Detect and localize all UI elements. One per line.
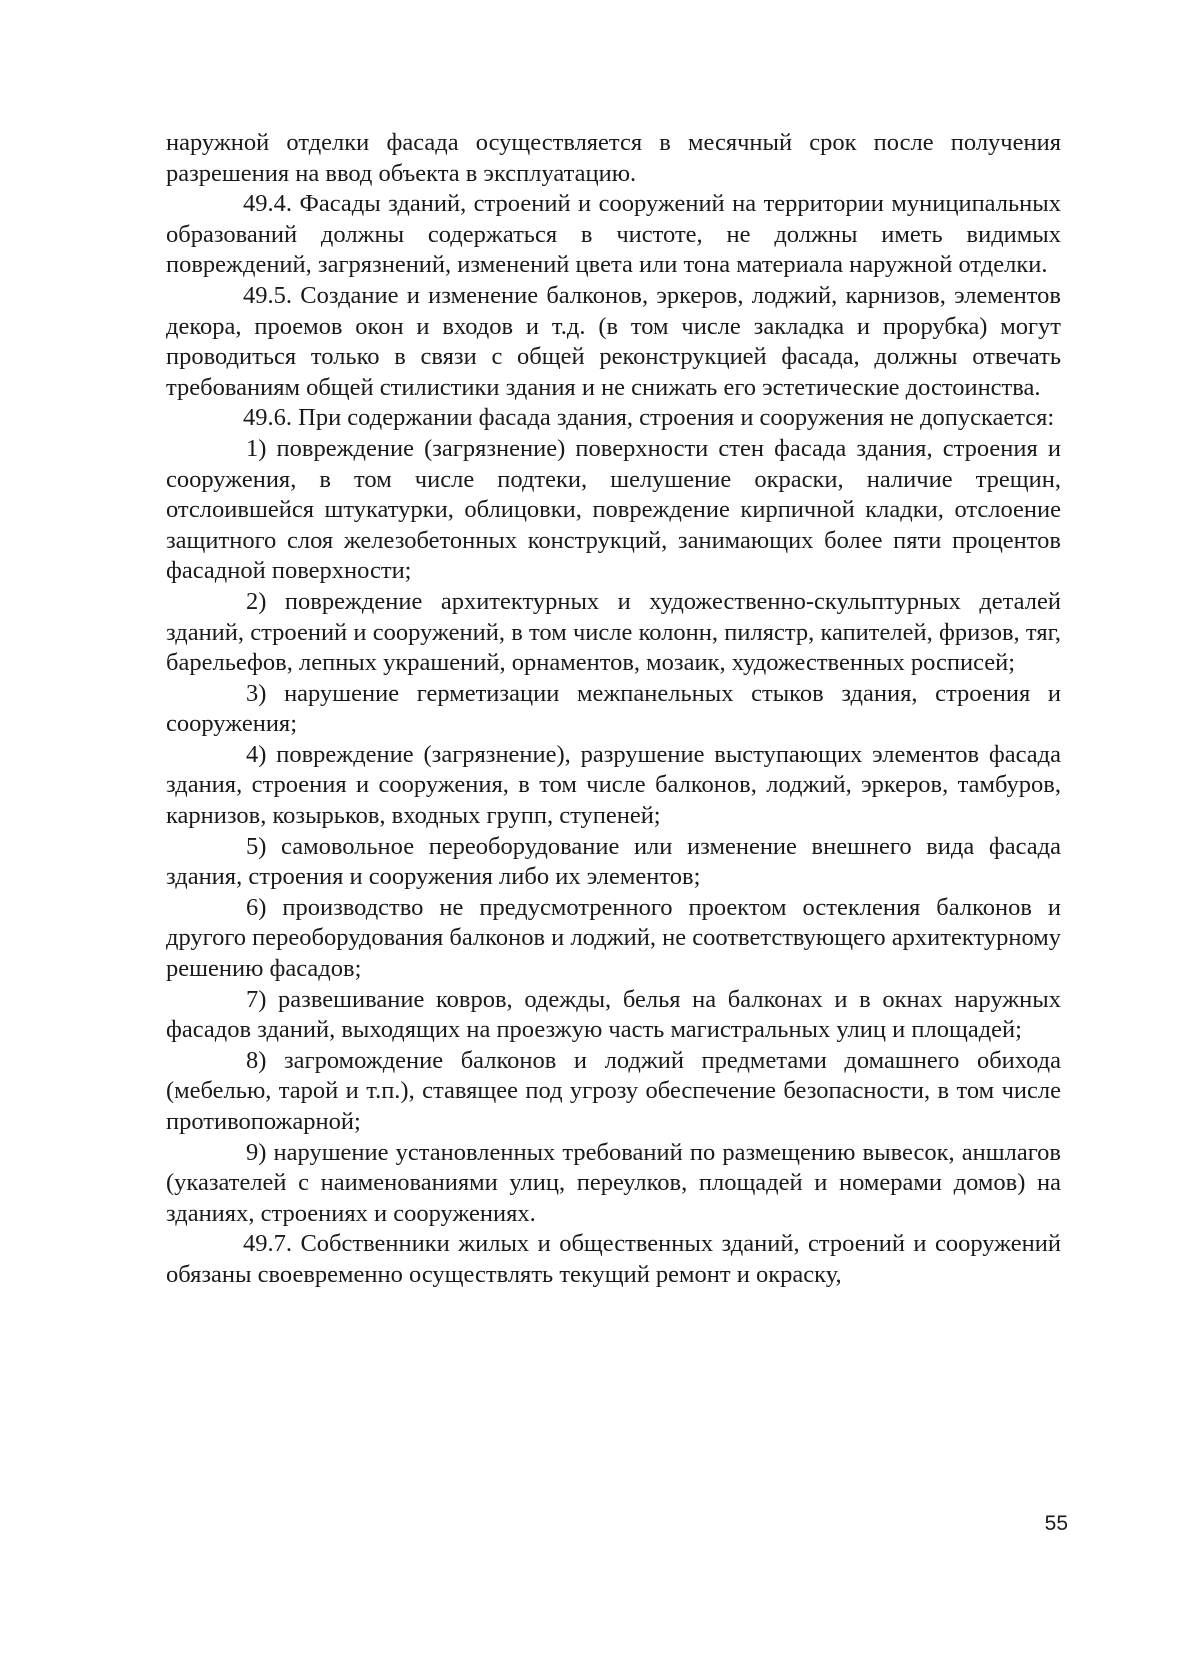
paragraph-49-5: 49.5. Создание и изменение балконов, эркеров, лоджий, карнизов, элементов декора, проемов окон и входов и т.д. (в том числе закладка и прорубка) могут проводиться только в связи с общей реконструкцией фасада, должны отвечать требованиям общей стилистики здания и не снижать его эстетические достоинства. (166, 281, 1061, 401)
paragraph-49-4: 49.4. Фасады зданий, строений и сооружений на территории муниципальных образований должны содержаться в чистоте, не должны иметь видимых повреждений, загрязнений, изменений цвета или тона материала наружной отделки. (166, 190, 1061, 279)
paragraph-continuation: наружной отделки фасада осуществляется в месячный срок после получения разрешения на ввод объекта в эксплуатацию. (166, 129, 1061, 187)
document-body (166, 128, 1061, 1291)
list-item-5: 5) самовольное переоборудование или изменение внешнего вида фасада здания, строения и сооружения либо их элементов; (166, 832, 1061, 891)
list-item-8: 8) загромождение балконов и лоджий предметами домашнего обихода (мебелью, тарой и т.п.), ставящее под угрозу обеспечение безопасности, в том числе противопожарной; (166, 1046, 1061, 1135)
paragraph-49-7: 49.7. Собственники жилых и общественных зданий, строений и сооружений обязаны своевременно осуществлять текущий ремонт и окраску, (166, 1230, 1061, 1288)
paragraph-49-6: 49.6. При содержании фасада здания, строения и сооружения не допускается: (243, 404, 1055, 432)
list-item-3: 3) нарушение герметизации межпанельных стыков здания, строения и сооружения; (166, 679, 1061, 738)
list-item-6: 6) производство не предусмотренного проектом остекления балконов и другого переоборудования балконов и лоджий, не соответствующего архитектурному решению фасадов; (166, 893, 1061, 983)
list-item-4: 4) повреждение (загрязнение), разрушение выступающих элементов фасада здания, строения и сооружения, в том числе балконов, лоджий, эркеров, тамбуров, карнизов, козырьков, входных групп, ступеней; (166, 740, 1061, 830)
page-number: 55 (1044, 1512, 1068, 1535)
list-item-1: 1) повреждение (загрязнение) поверхности стен фасада здания, строения и сооружения, в том числе подтеки, шелушение окраски, наличие трещин, отслоившейся штукатурки, облицовки, повреждение кирпичной кладки, отслоение защитного слоя железобетонных конструкций, занимающих более пяти процентов фасадной поверхности; (166, 434, 1061, 585)
list-item-2: 2) повреждение архитектурных и художественно-скульптурных деталей зданий, строений и сооружений, в том числе колонн, пилястр, капителей, фризов, тяг, барельефов, лепных украшений, орнаментов, мозаик, художественных росписей; (166, 587, 1061, 677)
list-item-7: 7) развешивание ковров, одежды, белья на балконах и в окнах наружных фасадов зданий, выходящих на проезжую часть магистральных улиц и площадей; (166, 985, 1061, 1044)
list-item-9: 9) нарушение установленных требований по размещению вывесок, аншлагов (указателей с наименованиями улиц, переулков, площадей и номерами домов) на зданиях, строениях и сооружениях. (166, 1138, 1061, 1227)
